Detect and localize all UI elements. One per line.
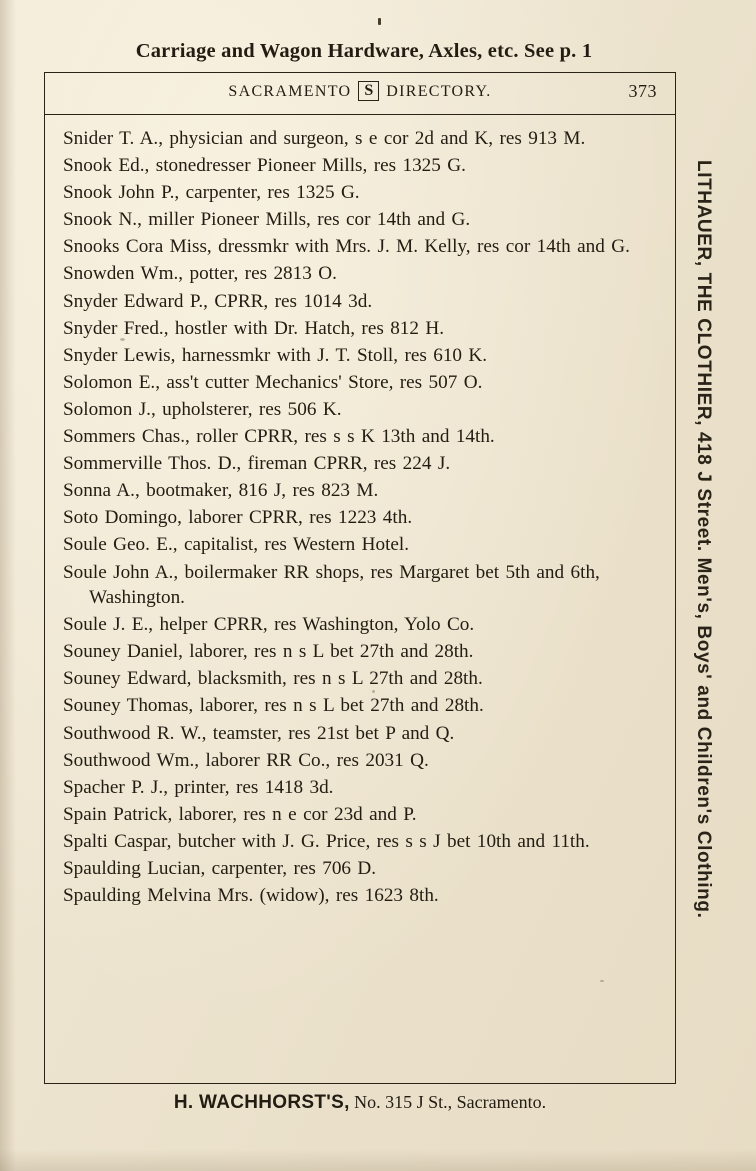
list-item: Spacher P. J., printer, res 1418 3d. (63, 776, 334, 798)
list-item: Solomon E., ass't cutter Mechanics' Store, res 507 O. (63, 371, 483, 393)
page-edge-shadow-bottom (0, 1149, 756, 1171)
page-speck (378, 18, 381, 25)
list-item: Soule J. E., helper CPRR, res Washington, Yolo Co. (63, 614, 475, 636)
page-number: 373 (628, 81, 657, 101)
page-footer (44, 1092, 676, 1114)
list-item: Snook John P., carpenter, res 1325 G. (63, 182, 360, 204)
list-item: Soto Domingo, laborer CPRR, res 1223 4th. (63, 507, 413, 529)
list-item: Solomon J., upholsterer, res 506 K. (63, 398, 342, 420)
side-advertisement-text: LITHAUER, THE CLOTHIER, 418 J Street. Men's, Boys' and Children's Clothing. (693, 160, 714, 919)
list-item: Snook N., miller Pioneer Mills, res cor 14th and G. (63, 209, 471, 231)
list-item: Snyder Fred., hostler with Dr. Hatch, res 812 H. (63, 317, 445, 339)
footer-store-name: H. WACHHORST'S, (173, 1092, 350, 1113)
list-item: Spaulding Lucian, carpenter, res 706 D. (63, 858, 377, 880)
column-header (45, 73, 675, 115)
running-head-text: Carriage and Wagon Hardware, Axles, etc. See p. 1 (135, 40, 593, 62)
list-item: Southwood R. W., teamster, res 21st bet P and Q. (63, 722, 455, 744)
list-item: Snyder Lewis, harnessmkr with J. T. Stoll, res 610 K. (63, 344, 488, 366)
column-header-center (45, 81, 675, 101)
list-item: Spain Patrick, laborer, res n e cor 23d and P. (63, 803, 417, 825)
list-item: Souney Daniel, laborer, res n s L bet 27th and 28th. (63, 641, 474, 663)
list-item: Sonna A., bootmaker, 816 J, res 823 M. (63, 480, 379, 502)
list-item: Souney Thomas, laborer, res n s L bet 27th and 28th. (63, 695, 484, 717)
list-item: Snowden Wm., potter, res 2813 O. (63, 263, 337, 285)
list-item: Sommers Chas., roller CPRR, res s s K 13th and 14th. (63, 426, 495, 448)
header-right-text: DIRECTORY. (386, 83, 492, 100)
directory-frame (44, 72, 676, 1084)
list-item: Spalti Caspar, butcher with J. G. Price, res s s J bet 10th and 11th. (63, 830, 590, 852)
list-item: Snook Ed., stonedresser Pioneer Mills, res 1325 G. (63, 155, 466, 177)
header-left-text: SACRAMENTO (228, 83, 352, 100)
page-edge-shadow-left (0, 0, 16, 1171)
list-item: Souney Edward, blacksmith, res n s L 27th and 28th. (63, 668, 483, 690)
side-advertisement (684, 160, 718, 950)
list-item: Snooks Cora Miss, dressmkr with Mrs. J. M. Kelly, res cor 14th and G. (63, 236, 630, 258)
footer-address: No. 315 J St., Sacramento. (354, 1092, 547, 1112)
list-item: Snyder Edward P., CPRR, res 1014 3d. (63, 290, 373, 312)
list-item: Soule John A., boilermaker RR shops, res Margaret bet 5th and 6th, Washington. (63, 561, 600, 609)
list-item: Snider T. A., physician and surgeon, s e cor 2d and K, res 913 M. (63, 128, 586, 149)
directory-entry-list (45, 115, 675, 909)
list-item: Spaulding Melvina Mrs. (widow), res 1623 8th. (63, 885, 439, 907)
section-letter-badge: S (358, 81, 379, 101)
list-item: Soule Geo. E., capitalist, res Western Hotel. (63, 534, 410, 556)
list-item: Southwood Wm., laborer RR Co., res 2031 Q. (63, 749, 429, 771)
list-item: Sommerville Thos. D., fireman CPRR, res 224 J. (63, 453, 451, 475)
running-head (44, 40, 684, 63)
